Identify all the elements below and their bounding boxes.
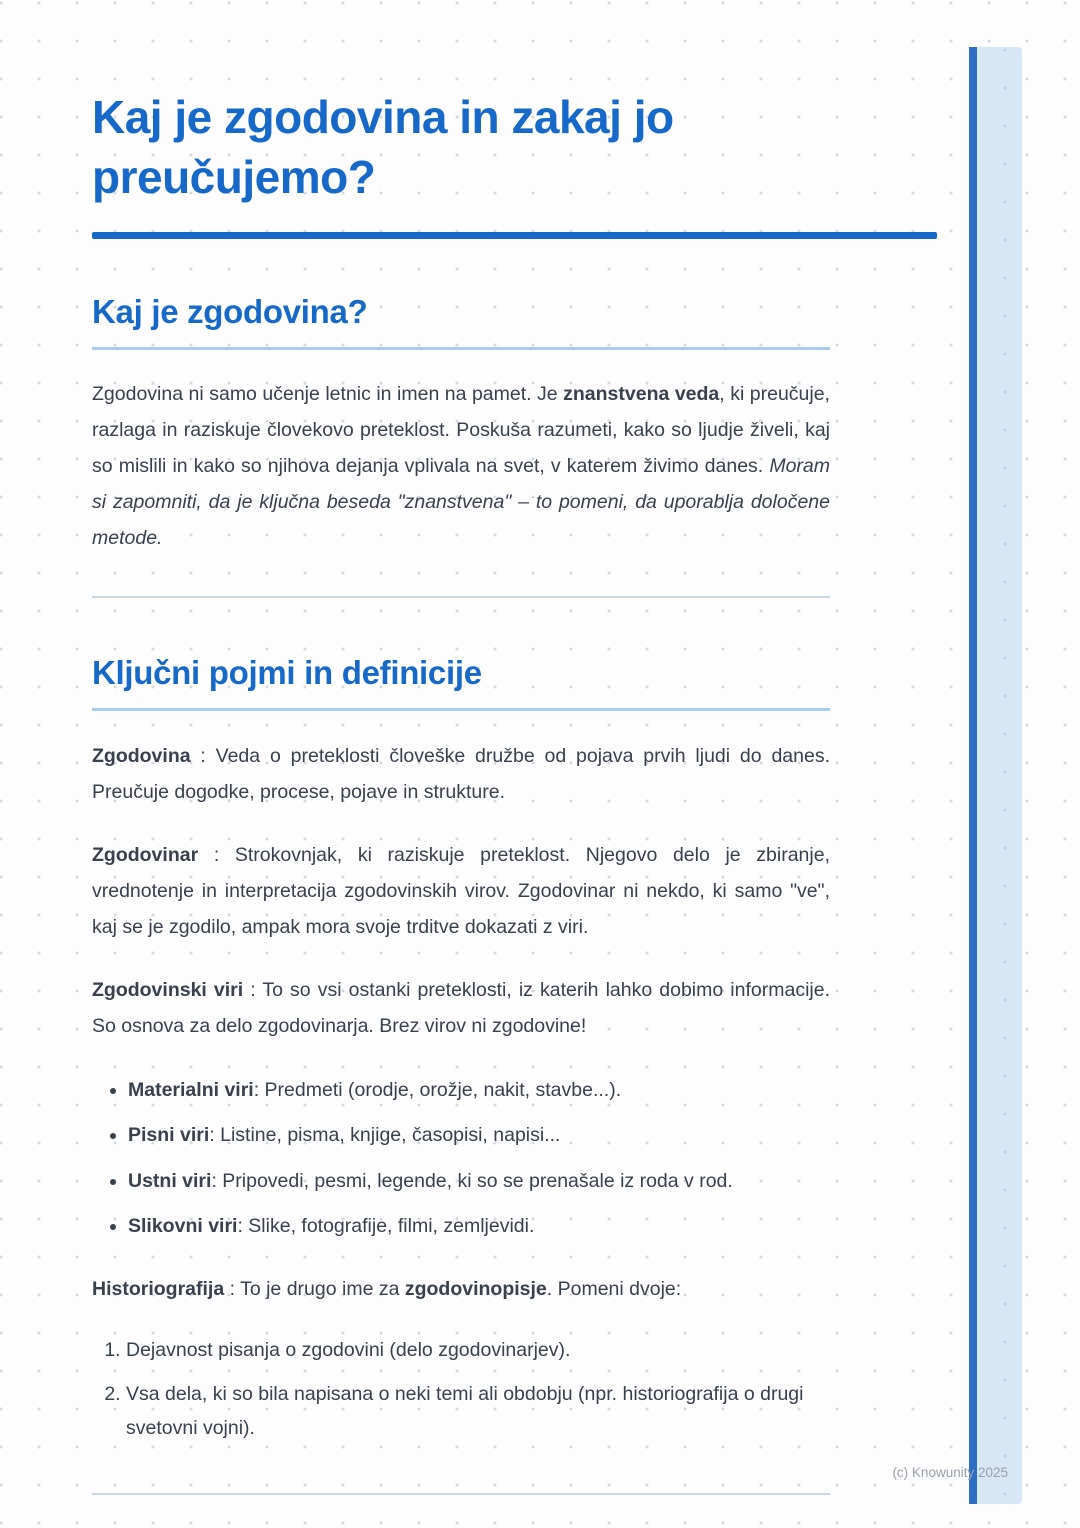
section-heading-definitions: Ključni pojmi in definicije	[92, 653, 482, 691]
bottom-divider	[92, 1493, 830, 1495]
right-accent-bar	[969, 47, 977, 1504]
bullet-term: Slikovni viri	[128, 1214, 238, 1237]
page-title: Kaj je zgodovina in zakaj jo preučujemo?	[92, 91, 674, 203]
bullet-text: : Predmeti (orodje, orožje, nakit, stavbe...).	[253, 1079, 622, 1102]
definition-term: Historiografija	[92, 1277, 225, 1300]
definition-term: Zgodovinski viri	[92, 979, 244, 1002]
intro-italic-note: Moram si zapomniti, da je ključna beseda "znanstvena" – to pomeni, da uporablja določene metode.	[92, 454, 830, 549]
document-content	[92, 88, 937, 1495]
intro-paragraph	[92, 376, 830, 556]
source-types-list	[106, 1074, 816, 1243]
footer-credit: (c) Knowunity 2025	[892, 1465, 1008, 1480]
definition-text: : Strokovnjak, ki raziskuje preteklost. Njegovo delo je zbiranje, vrednotenje in interpretacija zgodovinskih virov. Zgodovinar ni nekdo, ki samo "ve", kaj se je zgodilo, ampak mora svoje trditve dokazati z viri.	[92, 844, 830, 939]
bullet-term: Pisni viri	[128, 1124, 210, 1147]
definition-term: Zgodovina	[92, 744, 191, 767]
bullet-text: : Listine, pisma, knjige, časopisi, napisi...	[209, 1124, 561, 1147]
bullet-text: : Pripovedi, pesmi, legende, ki so se prenašale iz roda v rod.	[211, 1169, 733, 1192]
numbered-item: 1. Dejavnost pisanja o zgodovini (delo zgodovinarjev).	[126, 1333, 804, 1367]
numbered-item: 2. Vsa dela, ki so bila napisana o neki temi ali obdobju (npr. historiografija o drugi svetovni vojni).	[126, 1377, 804, 1445]
list-item	[128, 1165, 816, 1198]
intro-text: Zgodovina ni samo učenje letnic in imen na pamet. Je	[92, 382, 564, 405]
list-item	[128, 1210, 816, 1243]
title-rule	[92, 232, 937, 239]
bullet-text: : Slike, fotografije, filmi, zemljevidi.	[237, 1214, 535, 1237]
definition-bold-word: zgodovinopisje	[404, 1277, 547, 1300]
definition-term: Zgodovinar	[92, 844, 199, 867]
definition-text: : To je drugo ime za	[224, 1277, 405, 1300]
definition-viri	[92, 972, 830, 1044]
list-item	[128, 1074, 816, 1107]
definition-text: : Veda o preteklosti človeške družbe od pojava prvih ljudi do danes. Preučuje dogodke, procese, pojave in strukture.	[92, 744, 830, 803]
section-divider	[92, 596, 830, 598]
bullet-term: Ustni viri	[128, 1169, 212, 1192]
bullet-term: Materialni viri	[128, 1079, 254, 1102]
definition-zgodovina	[92, 738, 830, 810]
intro-text: , ki preučuje, razlaga in raziskuje človekovo preteklost. Poskuša razumeti, kako so ljudje živeli, kaj so mislili in kako so njihova dejanja vplivala na svet, v katerem živimo danes.	[92, 382, 830, 477]
definition-text: . Pomeni dvoje:	[546, 1277, 682, 1300]
historiography-meanings-list	[98, 1333, 804, 1445]
definition-text: : To so vsi ostanki preteklosti, iz katerih lahko dobimo informacije. So osnova za delo zgodovinarja. Brez virov ni zgodovine!	[92, 979, 830, 1038]
section-underline	[92, 347, 830, 350]
list-item	[128, 1119, 816, 1152]
definition-zgodovinar	[92, 837, 830, 945]
section-underline	[92, 708, 830, 711]
section-heading-intro: Kaj je zgodovina?	[92, 292, 368, 330]
definition-historiografija	[92, 1271, 830, 1307]
right-accent-panel	[977, 47, 1022, 1504]
intro-bold-term: znanstvena veda	[563, 382, 720, 405]
